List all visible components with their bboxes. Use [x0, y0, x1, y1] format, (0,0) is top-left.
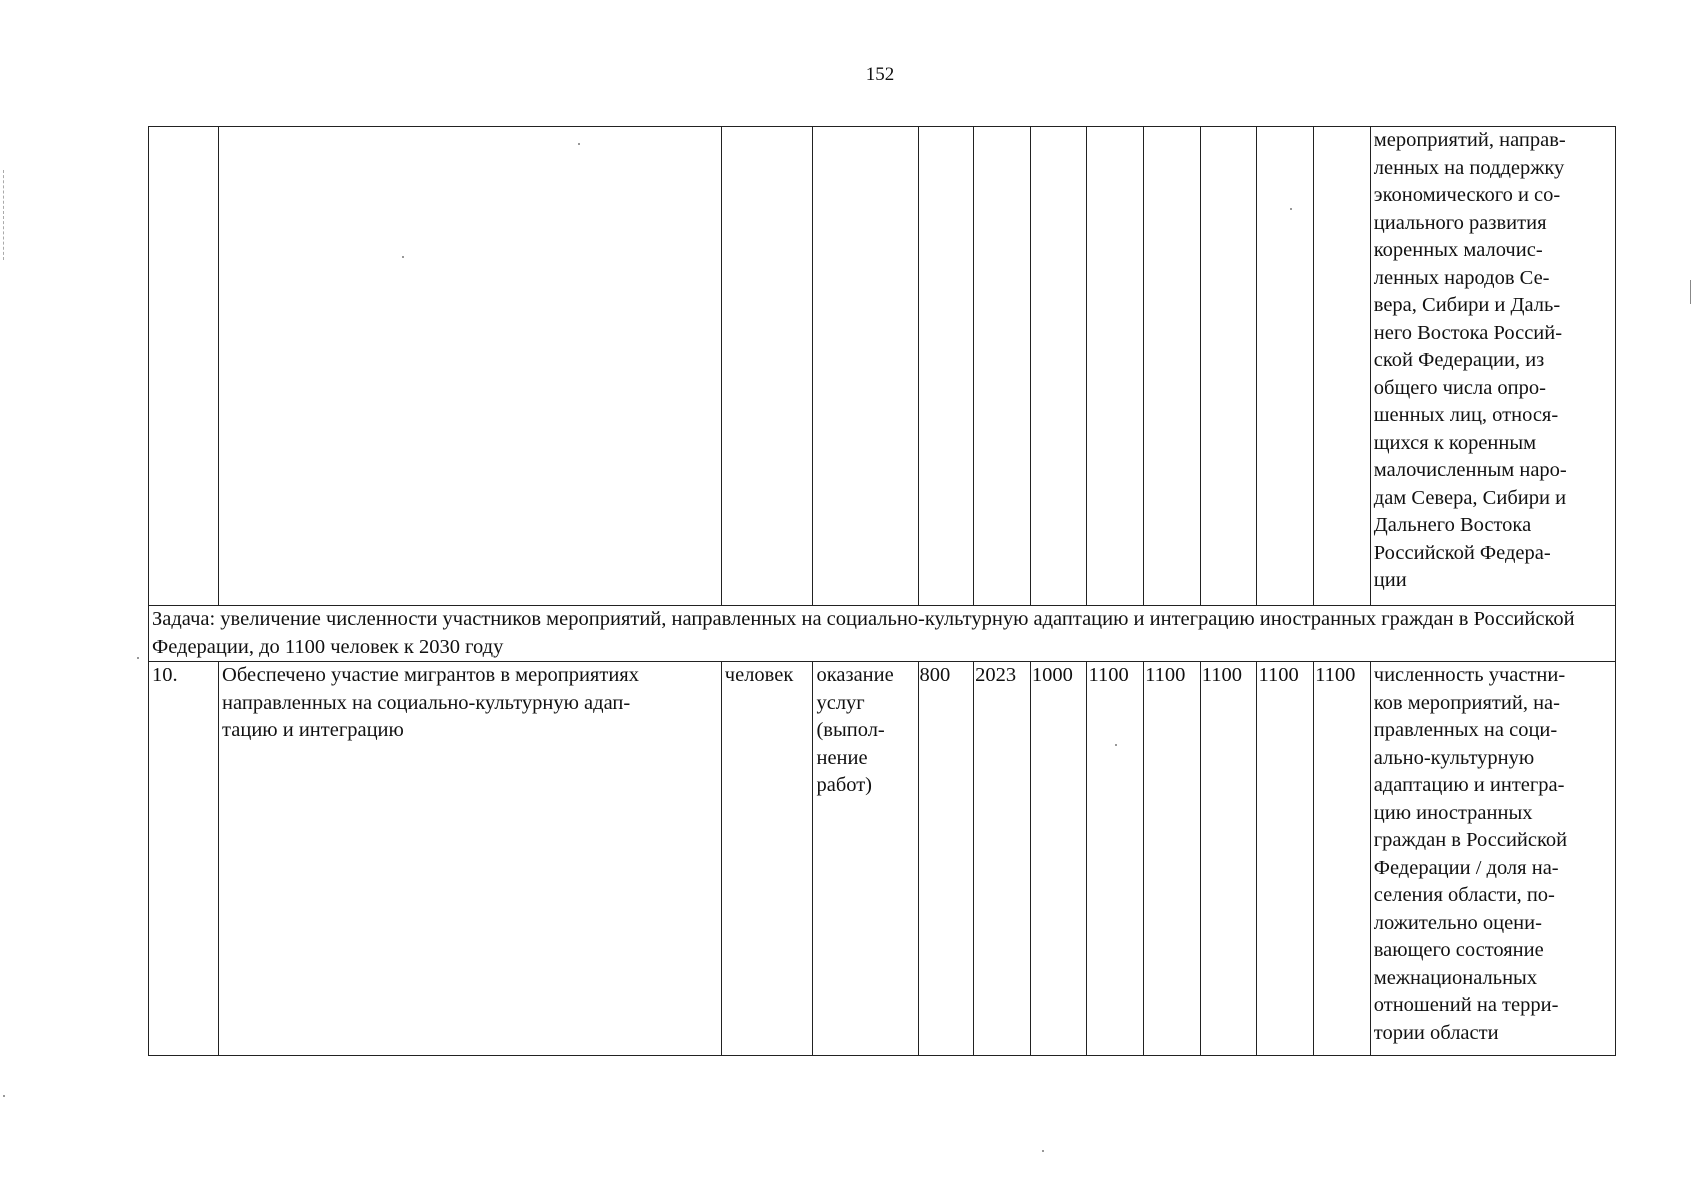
note-line: ции: [1373, 569, 1407, 591]
scan-speck: [3, 1095, 5, 1097]
note-line: селения области, по-: [1373, 884, 1555, 906]
note-line: Российской Федера-: [1373, 541, 1551, 564]
cell-value: [1144, 127, 1201, 606]
note-line: вающего состояние: [1373, 939, 1544, 961]
cell-value: 1100: [1144, 662, 1201, 1056]
note-line: Дальнего Востока: [1373, 514, 1532, 536]
note-line: экономического и со-: [1373, 184, 1561, 206]
note-line: шенных лиц, относя-: [1373, 404, 1559, 426]
note-line: ской Федерации, из: [1373, 349, 1545, 371]
scan-speck: [402, 256, 404, 258]
note-line: мероприятий, направ-: [1373, 129, 1566, 151]
note-line: щихся к коренным: [1373, 431, 1537, 454]
cell-note: [1370, 127, 1615, 606]
scan-speck: [1115, 744, 1117, 746]
page-number: 152: [865, 64, 895, 85]
cell-result: [219, 662, 722, 1056]
cell-value: [1314, 127, 1371, 606]
note-line: правленных на соци-: [1373, 719, 1558, 741]
note-line: циального развития: [1373, 211, 1547, 234]
cell-value: 1100: [1200, 662, 1257, 1056]
scan-mark: [1690, 280, 1691, 304]
note-line: общего числа опро-: [1373, 376, 1546, 399]
note-line: малочисленным наро-: [1373, 459, 1567, 481]
result-line: направленных на социально-культурную адап-: [222, 691, 631, 714]
cell-value: 1000: [1030, 662, 1087, 1056]
scan-mark: [3, 170, 5, 260]
cell-value: [1257, 127, 1314, 606]
note-line: отношений на терри-: [1373, 994, 1559, 1016]
cell-value: [1200, 127, 1257, 606]
scan-speck: [137, 657, 139, 659]
cell-base-year: 2023: [974, 662, 1031, 1056]
indicators-table: [148, 126, 1616, 1056]
table-row-task: [149, 606, 1616, 662]
type-line: оказание: [816, 664, 894, 686]
note-line: ков мероприятий, на-: [1373, 691, 1560, 714]
result-line: тацию и интеграцию: [222, 719, 404, 741]
cell-type: [813, 127, 918, 606]
cell-value: [1030, 127, 1087, 606]
cell-value: [1087, 127, 1144, 606]
note-line: адаптацию и интегра-: [1373, 774, 1565, 796]
task-heading: Задача: увеличение численности участников мероприятий, направленных на социально-культурную адаптацию и интеграцию иностранных граждан в Российской Федерации, до 1100 человек к 2030 году: [149, 606, 1616, 662]
cell-type: [813, 662, 918, 1056]
table-row-continuation: [149, 127, 1616, 606]
note-line: ленных на поддержку: [1373, 156, 1565, 179]
type-line: нение: [816, 746, 868, 769]
note-line: Федерации / доля на-: [1373, 856, 1559, 879]
cell-number: 10.: [149, 662, 219, 1056]
note-line: него Востока Россий-: [1373, 321, 1563, 344]
cell-number: [149, 127, 219, 606]
cell-base-value: [918, 127, 974, 606]
scan-speck: [1290, 208, 1292, 210]
cell-unit: [721, 127, 813, 606]
note-line: коренных малочис-: [1373, 239, 1543, 261]
cell-value: 1100: [1314, 662, 1371, 1056]
type-line: (выпол-: [816, 719, 885, 741]
cell-value: 1100: [1087, 662, 1144, 1056]
type-line: работ): [816, 774, 873, 796]
result-line: Обеспечено участие мигрантов в мероприятиях: [222, 664, 639, 686]
cell-note: [1370, 662, 1615, 1056]
scan-speck: [578, 143, 580, 145]
note-line: межнациональных: [1373, 966, 1538, 989]
cell-value: 1100: [1257, 662, 1314, 1056]
note-line: ложительно оцени-: [1373, 911, 1542, 934]
note-line: тории области: [1373, 1021, 1499, 1044]
cell-base-year: [974, 127, 1031, 606]
table-row-item-10: [149, 662, 1616, 1056]
note-line: вера, Сибири и Даль-: [1373, 294, 1561, 316]
note-line: граждан в Российской: [1373, 829, 1568, 851]
type-line: услуг: [816, 691, 865, 714]
note-line: ленных народов Се-: [1373, 266, 1550, 289]
note-line: цию иностранных: [1373, 801, 1533, 824]
note-line: численность участни-: [1373, 664, 1566, 686]
scan-speck: [1042, 1150, 1044, 1152]
note-line: дам Севера, Сибири и: [1373, 486, 1567, 509]
cell-base-value: 800: [918, 662, 974, 1056]
cell-result: [219, 127, 722, 606]
note-line: ально-культурную: [1373, 746, 1535, 769]
cell-unit: человек: [721, 662, 813, 1056]
